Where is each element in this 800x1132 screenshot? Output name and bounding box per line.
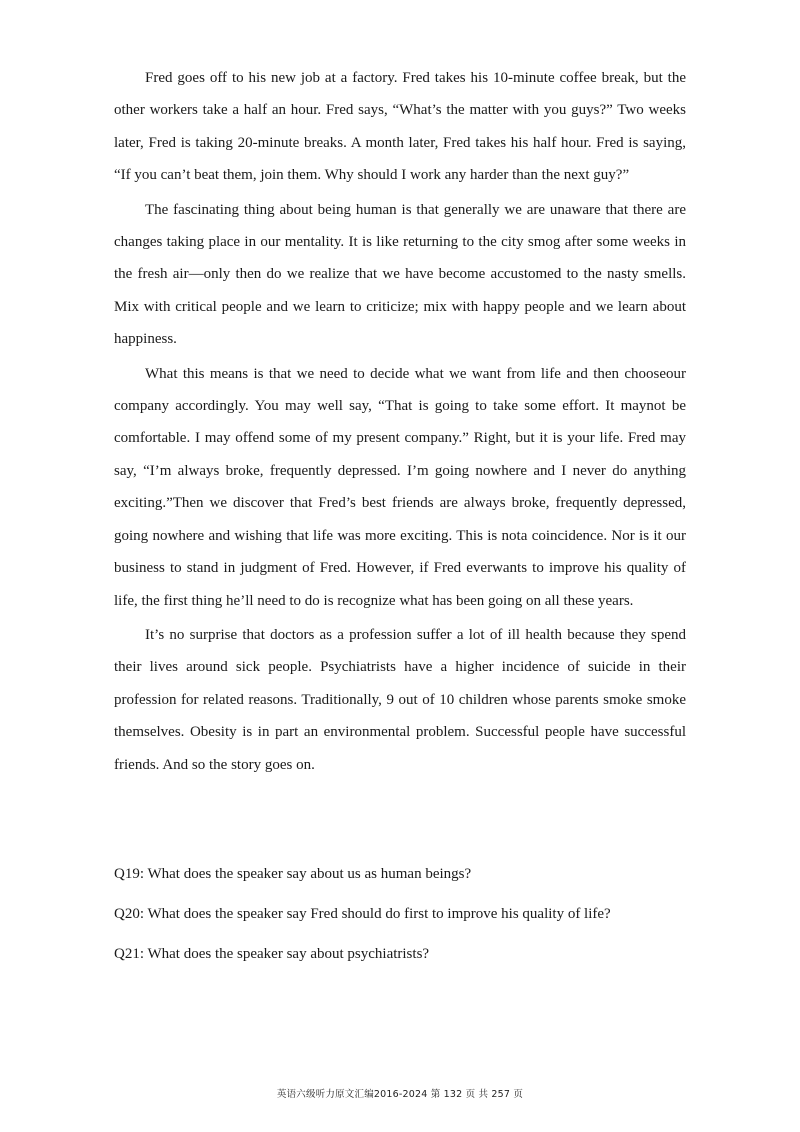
paragraph-4: It’s no surprise that doctors as a profession suffer a lot of ill health because they spend their lives around sick people. Psychiatrists have a higher incidence of suicide in their profession for related reasons. Traditionally, 9 out of 10 children whose parents smoke smoke themselves. Obesity is in part an environmental problem. Successful people have successful friends. And so the story goes on. (114, 626, 686, 773)
question-20: Q20: What does the speaker say Fred should do first to improve his quality of life? (114, 906, 611, 922)
question-19: Q19: What does the speaker say about us as human beings? (114, 866, 472, 882)
question-list (114, 864, 714, 984)
paragraph-2: The fascinating thing about being human is that generally we are unaware that there are changes taking place in our mentality. It is like returning to the city smog after some weeks in the fresh air—only then do we realize that we have become accustomed to the nasty smells. Mix with critical people and we learn to criticize; mix with happy people and we learn about happiness. (114, 201, 686, 348)
page-footer: 英语六级听力原文汇编2016-2024 第 132 页 共 257 页 (276, 1089, 524, 1100)
paragraph-3: What this means is that we need to decide what we want from life and then chooseour company accordingly. You may well say, “That is going to take some effort. It maynot be comfortable. I may offend some of my present company.” Right, but it is your life. Fred may say, “I’m always broke, frequently depressed. I’m going nowhere and I never do anything exciting.”Then we discover that Fred’s best friends are always broke, frequently depressed, going nowhere and wishing that life was more exciting. This is nota coincidence. Nor is it our business to stand in judgment of Fred. However, if Fred everwants to improve his quality of life, the first thing he’ll need to do is recognize what has been going on all these years. (114, 365, 686, 609)
paragraph-1: Fred goes off to his new job at a factory. Fred takes his 10-minute coffee break, but the other workers take a half an hour. Fred says, “What’s the matter with you guys?” Two weeks later, Fred is taking 20-minute breaks. A month later, Fred takes his half hour. Fred is saying, “If you can’t beat them, join them. Why should I work any harder than the next guy?” (114, 70, 686, 184)
question-21: Q21: What does the speaker say about psychiatrists? (114, 946, 430, 962)
passage-body (114, 62, 686, 783)
